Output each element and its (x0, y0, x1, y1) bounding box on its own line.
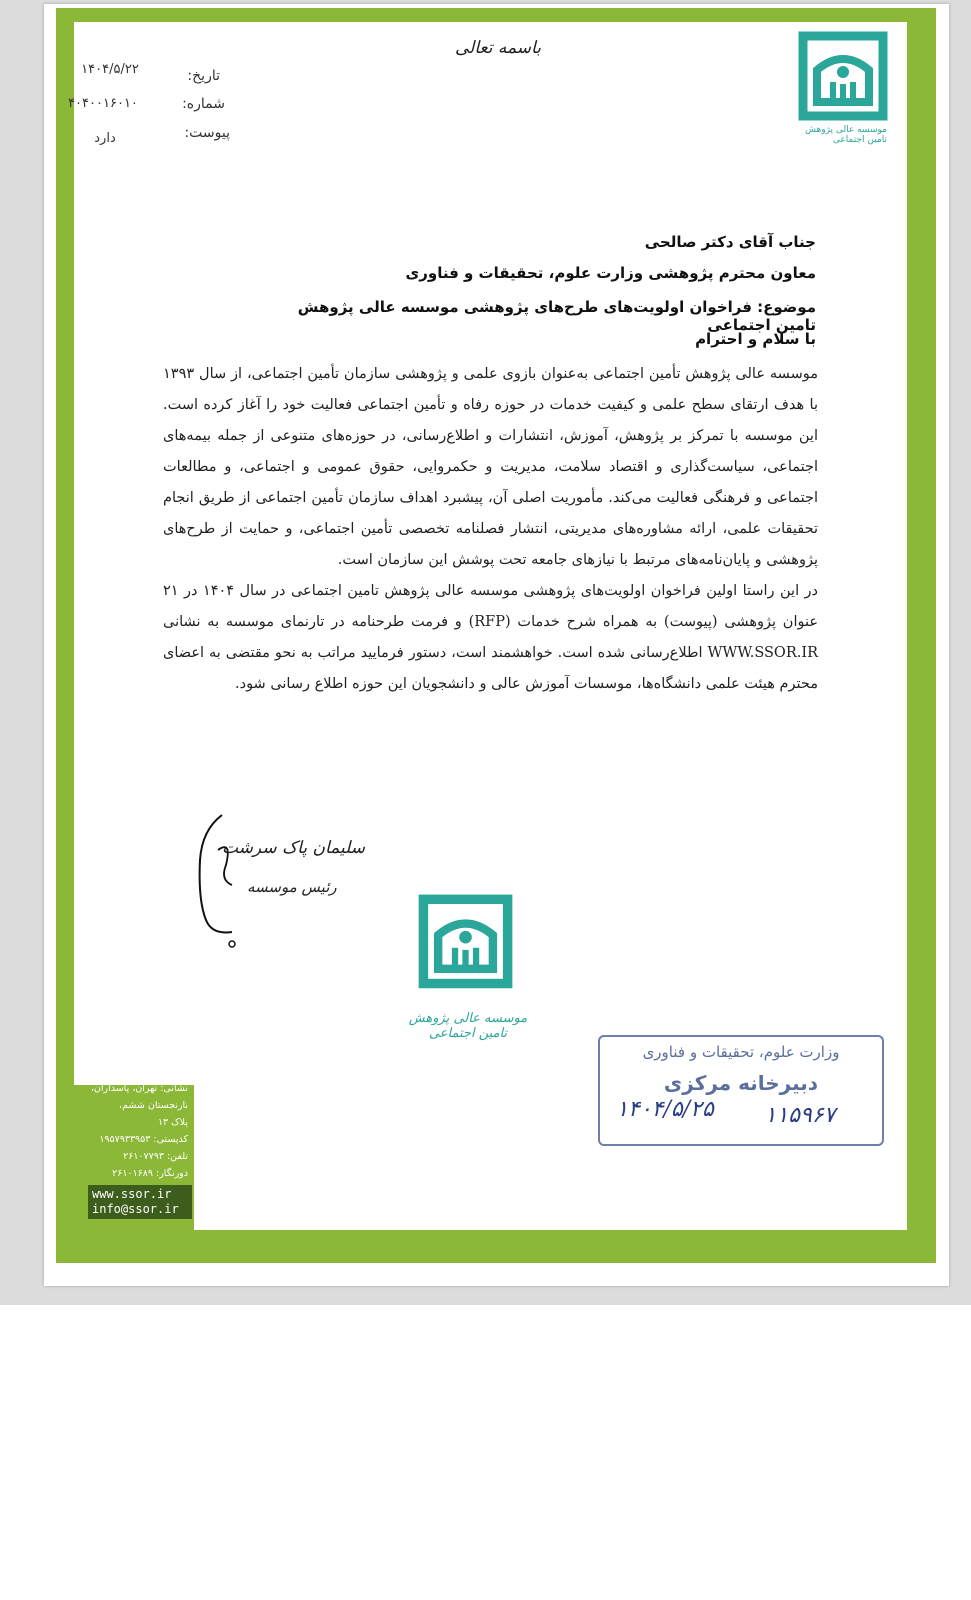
number-label: شماره: (182, 96, 225, 112)
footer-website-link[interactable]: www.ssor.ir (92, 1187, 172, 1201)
letter-body (163, 359, 818, 700)
stamp-date: ۱۴۰۴/۵/۲۵ (616, 1097, 714, 1122)
date-value: ۱۴۰۴/۵/۲۲ (81, 62, 139, 77)
address-line: نشانی: تهران، پاسداران، (90, 1083, 188, 1094)
address-line: کدپستی: ۱۹۵۷۹۳۳۹۵۳ (99, 1134, 188, 1145)
body-paragraph-1: موسسه عالی پژوهش تأمین اجتماعی به‌عنوان بازوی علمی و پژوهشی سازمان تأمین اجتماعی، از سال ۱۳۹۳ با هدف ارتقای سطح علمی و کیفیت خدمات در حوزه رفاه و تأمین اجتماعی فعالیت خود را آغاز کرده است. این موسسه با تمرکز بر پژوهش، آموزش، انتشارات و اطلاع‌رسانی، در حوزه‌های متنوعی از جمله بیمه‌های اجتماعی، سیاست‌گذاری و اقتصاد سلامت، مدیریت و حکمروایی، حقوق عمومی و اجتماعی، و مطالعات اجتماعی و فرهنگی فعالیت می‌کند. مأموریت اصلی آن، پیشبرد اهداف سازمان تأمین اجتماعی از طریق انجام تحقیقات علمی، ارائه مشاوره‌های مدیریتی، انتشار فصلنامه تخصصی تأمین اجتماعی، و حمایت از طرح‌های پژوهشی و پایان‌نامه‌های مرتبط با نیازهای جامعه تحت پوشش این سازمان است. (163, 366, 818, 568)
number-value: ۴۰۴۰۰۱۶۰۱۰ (68, 96, 138, 111)
recipient-title: معاون محترم پژوهشی وزارت علوم، تحقیقات و فناوری (405, 264, 816, 282)
address-line: نارنجستان ششم، (119, 1100, 188, 1111)
center-logo-caption: موسسه عالی پژوهش تامین اجتماعی (408, 1011, 528, 1041)
center-logo (395, 893, 545, 1053)
date-label: تاریخ: (187, 68, 220, 84)
address-line: دورنگار: ۲۶۱۰۱۶۸۹ (112, 1168, 188, 1179)
stamp-ministry: وزارت علوم، تحقیقات و فناوری (642, 1043, 840, 1061)
footer-web (88, 1185, 192, 1219)
recipient-name: جناب آقای دکتر صالحی (644, 233, 816, 251)
stamp-office: دبیرخانه مرکزی (663, 1071, 819, 1095)
attachment-label: پیوست: (184, 125, 230, 141)
signature-block (192, 810, 365, 950)
footer-email-link[interactable]: info@ssor.ir (92, 1202, 179, 1216)
letter-subject: موضوع: فراخوان اولویت‌های طرح‌های پژوهشی موسسه عالی پژوهش تامین اجتماعی (297, 298, 816, 334)
signatory-name: سلیمان پاک سرشت (222, 838, 365, 858)
greeting: با سلام و احترام (695, 330, 816, 348)
corner-logo-caption: موسسه عالی پژوهش تامین اجتماعی (805, 125, 887, 145)
address-line: پلاک ۱۳ (157, 1117, 188, 1128)
body-paragraph-2: در این راستا اولین فراخوان اولویت‌های پژوهشی موسسه عالی پژوهش تامین اجتماعی در سال ۱۴۰۴ در ۲۱ عنوان پژوهشی (پیوست) به همراه شرح خدمات (RFP) و فرمت طرحنامه در تارنمای موسسه به نشانی WWW.SSOR.IR اطلاع‌رسانی شده است. خواهشمند است، دستور فرمایید مراتب به نحو مقتضی به اعضای محترم هیئت علمی دانشگاه‌ها، موسسات آموزش عالی و دانشجویان این حوزه اطلاع رسانی شود. (163, 583, 818, 692)
institute-logo-icon (795, 30, 890, 125)
address-line: تلفن: ۲۶۱۰۷۷۹۳ (123, 1151, 188, 1162)
handwritten-signature-icon (192, 810, 252, 950)
corner-logo (795, 30, 890, 150)
footer-address (80, 1080, 188, 1182)
attachment-value: دارد (94, 131, 116, 146)
ministry-stamp (598, 1035, 884, 1146)
bismillah: باسمه تعالی (455, 38, 541, 58)
signatory-position: رئیس موسسه (247, 878, 337, 896)
institute-logo-icon (415, 893, 515, 993)
stamp-number: ۱۱۵۹۶۷ (764, 1103, 836, 1128)
